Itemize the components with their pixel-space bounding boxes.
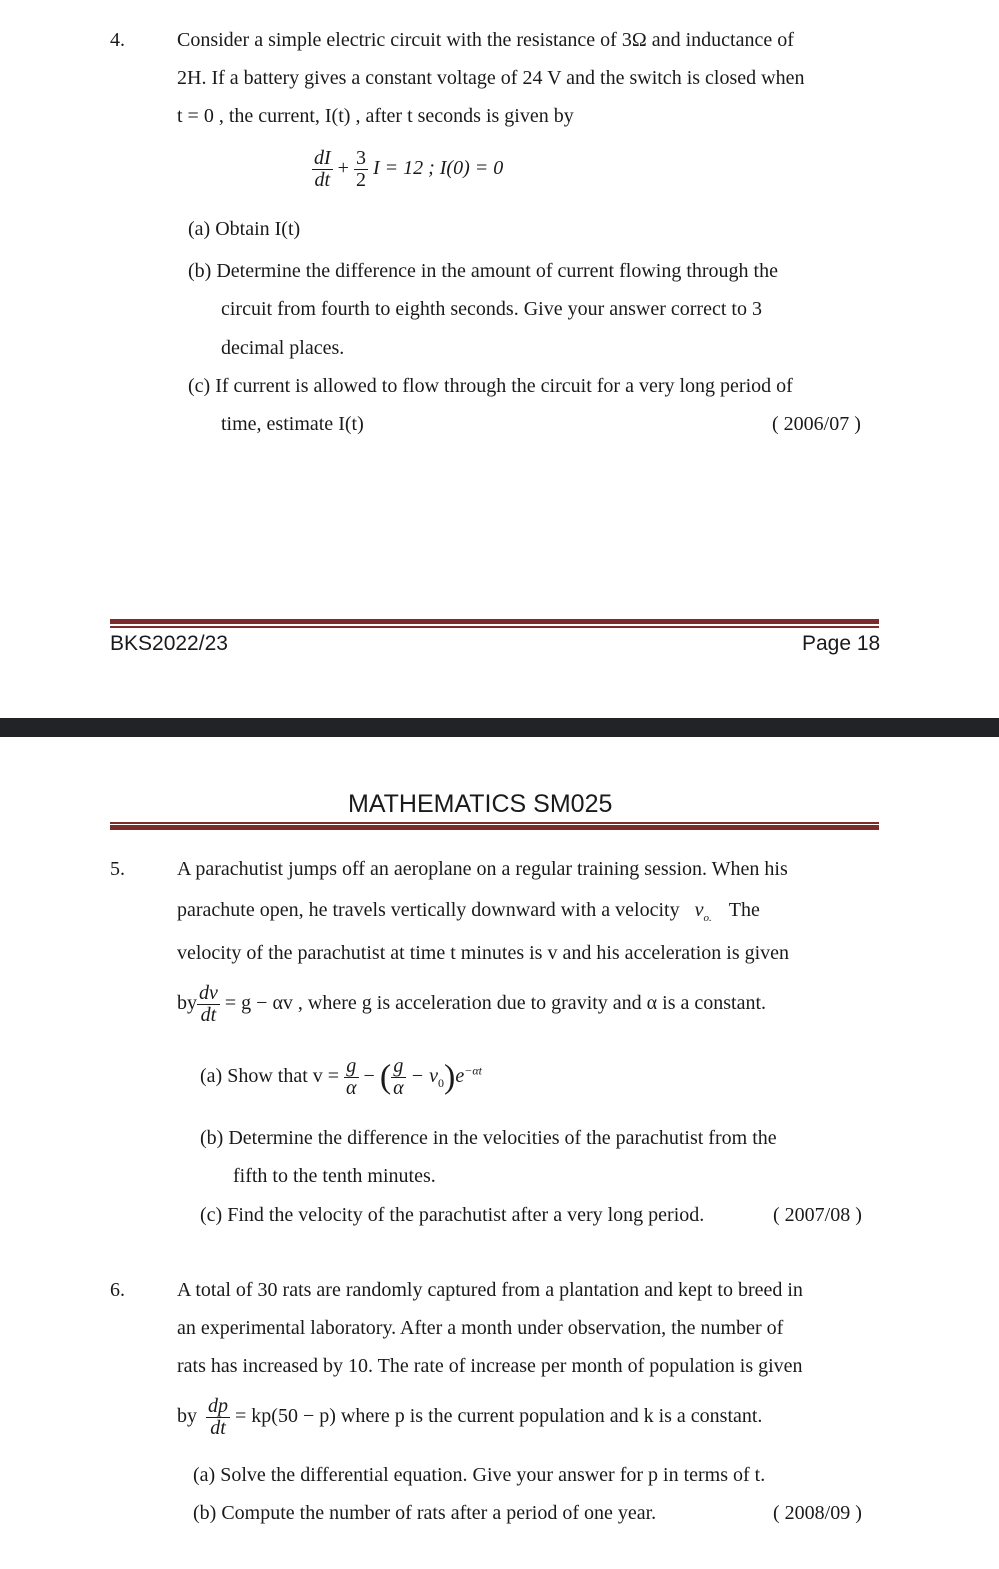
year-reference: ( 2006/07 ): [772, 413, 861, 435]
part-a: (a) Obtain I(t): [188, 218, 301, 240]
part-c-line: time, estimate I(t): [221, 413, 364, 435]
part-b-line: circuit from fourth to eighth seconds. Give your answer correct to 3: [221, 298, 762, 320]
question-text-line: an experimental laboratory. After a month under observation, the number of: [177, 1317, 784, 1339]
question-text-line: Consider a simple electric circuit with the resistance of 3Ω and inductance of: [177, 29, 794, 51]
part-b-line: fifth to the tenth minutes.: [233, 1165, 436, 1187]
question-text-line: t = 0 , the current, I(t) , after t seconds is given by: [177, 105, 574, 127]
part-b: (b) Compute the number of rats after a period of one year.: [193, 1502, 657, 1524]
question-number: 4.: [110, 29, 125, 51]
part-a-equation: (a) Show that v = $\frac{g}{\alpha}$ − ( $\frac{g}{\alpha}$ − $v_0)e^{-\alpha t}$: [200, 1055, 482, 1099]
page-number: Page 18: [802, 632, 881, 655]
question-text-line: velocity of the parachutist at time t minutes is v and his acceleration is given: [177, 942, 790, 964]
fraction-dI-dt: $\frac{dI}{dt}$: [314, 147, 331, 191]
header-rule: [110, 825, 879, 830]
question-number: 6.: [110, 1279, 125, 1301]
question-text-line: A total of 30 rats are randomly captured from a plantation and kept to breed in: [177, 1279, 803, 1301]
part-c-line: (c) Find the velocity of the parachutist after a very long period.: [200, 1204, 705, 1226]
footer-rule-thin: [110, 626, 879, 628]
acceleration-equation: by $\frac{dv}{dt}$ = g − αv , where g is acceleration due to gravity and α is a constant.: [177, 982, 767, 1026]
header-rule-thin: [110, 822, 879, 824]
fraction-g-alpha: $\frac{g}{\alpha}$: [346, 1055, 357, 1099]
part-b-line: (b) Determine the difference in the amount of current flowing through the: [188, 260, 778, 282]
footer-rule: [110, 619, 879, 624]
population-equation: by $\frac{dp}{dt}$ = kp(50 − p) where p is the current population and k is a constant.: [177, 1395, 763, 1439]
question-text-line: A parachutist jumps off an aeroplane on a regular training session. When his: [177, 858, 788, 880]
question-number: 5.: [110, 858, 125, 880]
page-break-band: [0, 718, 999, 737]
question-text-line: rats has increased by 10. The rate of increase per month of population is given: [177, 1355, 803, 1377]
fraction-3-2: $\frac{3}{2}$: [355, 147, 366, 191]
footer-left: BKS2022/23: [110, 632, 228, 655]
differential-equation: $\frac{dI}{dt}$ + $\frac{3}{2}$ I = 12 ; I(0) = 0: [314, 147, 504, 191]
part-b-line: (b) Determine the difference in the velocities of the parachutist from the: [200, 1127, 777, 1149]
question-text-line: 2H. If a battery gives a constant voltage of 24 V and the switch is closed when: [177, 67, 805, 89]
fraction-dp-dt: $\frac{dp}{dt}$: [208, 1395, 228, 1439]
page-header-title: MATHEMATICS SM025: [348, 790, 613, 818]
part-c-line: (c) If current is allowed to flow through the circuit for a very long period of: [188, 375, 793, 397]
fraction-dv-dt: $\frac{dv}{dt}$: [199, 982, 218, 1026]
year-reference: ( 2008/09 ): [773, 1502, 862, 1524]
part-a: (a) Solve the differential equation. Give your answer for p in terms of t.: [193, 1464, 766, 1486]
fraction-g-alpha: $\frac{g}{\alpha}$: [393, 1055, 404, 1099]
part-b-line: decimal places.: [221, 337, 345, 359]
question-text-line: parachute open, he travels vertically downward with a velocity $v_{o.}$ The: [177, 899, 760, 924]
year-reference: ( 2007/08 ): [773, 1204, 862, 1226]
